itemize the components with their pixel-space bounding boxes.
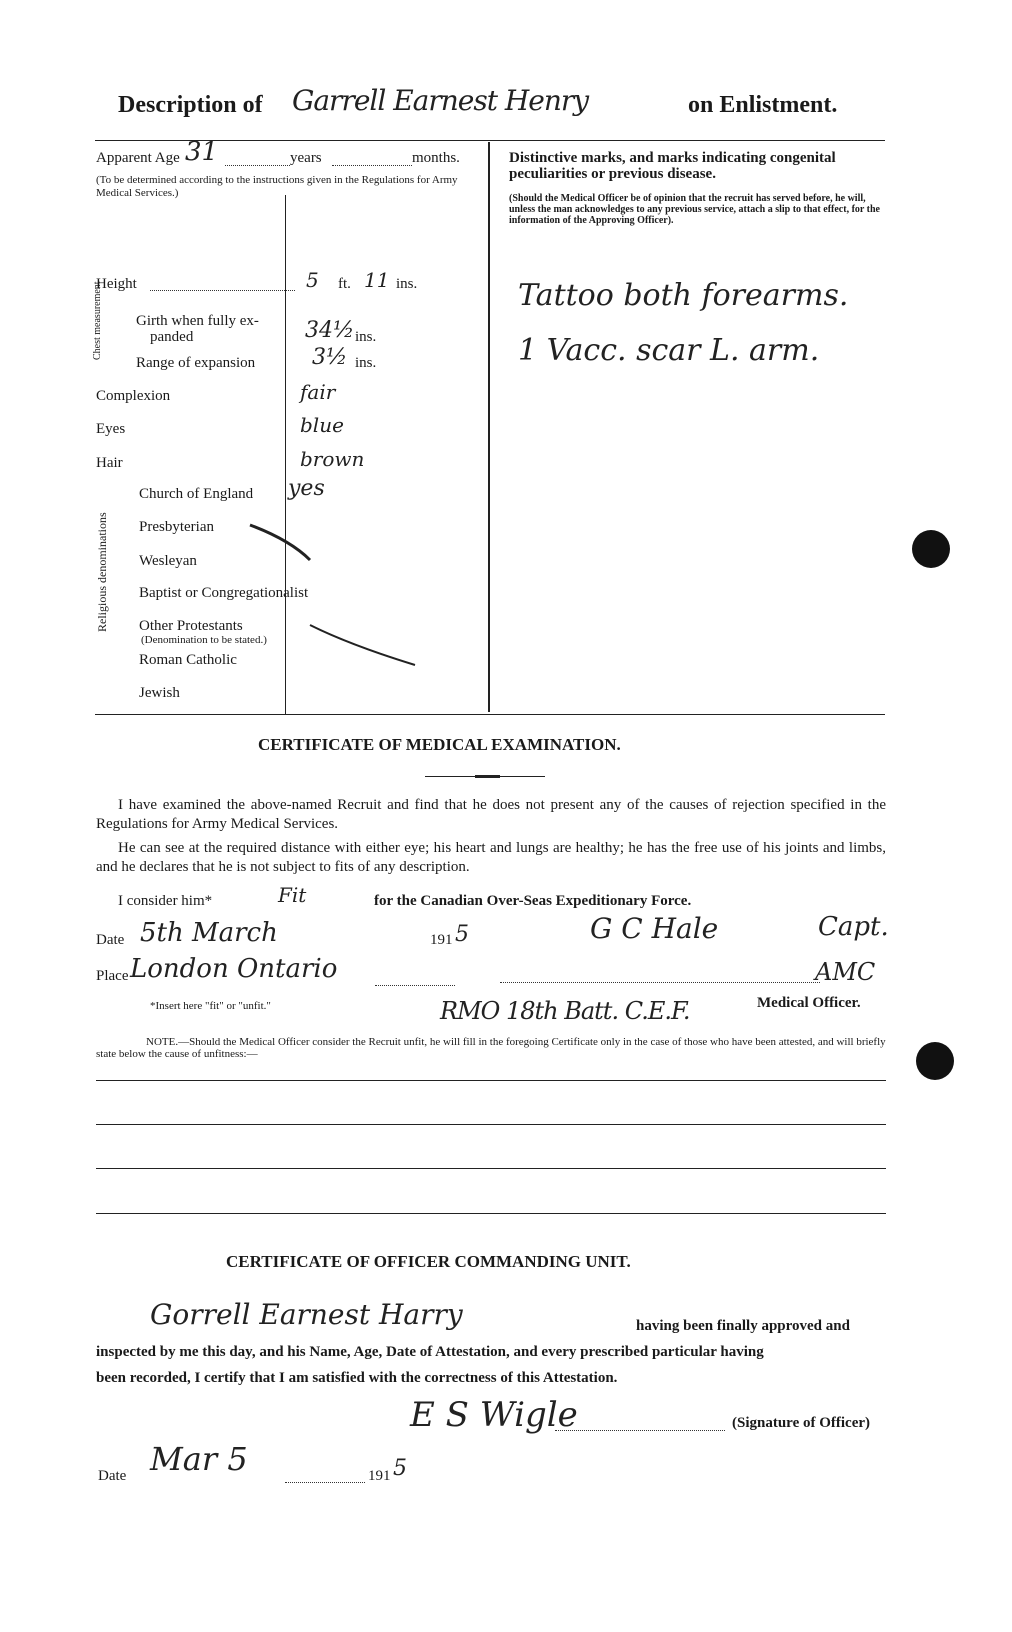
place-value: London Ontario	[130, 954, 338, 984]
years-label: years	[290, 150, 322, 166]
column-divider	[488, 142, 490, 712]
religion-jewish: Jewish	[139, 685, 180, 701]
medical-paragraph-1: I have examined the above-named Recruit and find that he does not present any of the causes of rejection specified in the Regulations for Army Medical Services.	[96, 797, 886, 832]
unfitness-line	[96, 1213, 886, 1214]
punch-hole	[912, 530, 950, 568]
religion-label: Religious denominations	[95, 512, 109, 632]
place-label: Place	[96, 968, 129, 984]
marks-heading: Distinctive marks, and marks indicating congenital peculiarities or previous disease.	[509, 150, 836, 182]
consider-label: I consider him*	[118, 893, 213, 909]
recruit-name-handwritten: Garrell Earnest Henry	[292, 84, 589, 117]
ins-label: ins.	[355, 355, 377, 371]
height-label: Height	[96, 276, 137, 292]
religion-denomination-note: (Denomination to be stated.)	[141, 634, 267, 646]
divider	[95, 714, 885, 715]
unfitness-line	[96, 1124, 886, 1125]
age-note: (To be determined according to the instructions given in the Regulations for Army Medical Services.)	[96, 174, 458, 199]
unfitness-line	[96, 1080, 886, 1081]
medical-paragraph-2: He can see at the required distance with either eye; his heart and lungs are healthy; he has the free use of his joints and limbs, and he declares that he is not subject to fits of any description.	[96, 840, 886, 875]
church-value: yes	[288, 476, 325, 501]
height-in-value: 11	[364, 268, 390, 292]
religion-presbyterian: Presbyterian	[139, 519, 214, 535]
year-value: 5	[455, 922, 469, 947]
commanding-title: CERTIFICATE OF OFFICER COMMANDING UNIT.	[226, 1252, 631, 1271]
commanding-text-3: been recorded, I certify that I am satisfied with the correctness of this Attestation.	[96, 1370, 618, 1386]
commanding-recruit-name: Gorrell Earnest Harry	[150, 1298, 463, 1331]
hair-value: brown	[300, 447, 365, 471]
commanding-date-label: Date	[98, 1468, 127, 1484]
age-label: Apparent Age	[96, 150, 180, 166]
marks-note: (Should the Medical Officer be of opinion that the recruit has served before, he will, unless the man acknowledges to any previous service, attach a slip to that effect, for the information of the Approving Officer).	[509, 193, 880, 226]
insert-note: *Insert here "fit" or "unfit."	[150, 1000, 271, 1012]
age-value: 31	[185, 137, 219, 167]
unfitness-line	[96, 1168, 886, 1169]
commanding-text-2: inspected by me this day, and his Name, Age, Date of Attestation, and every prescribed particular having	[96, 1344, 764, 1360]
medical-officer-label: Medical Officer.	[757, 995, 861, 1011]
ins-label: ins.	[396, 276, 418, 292]
height-ft-value: 5	[306, 268, 319, 292]
date-label: Date	[96, 932, 125, 948]
eyes-label: Eyes	[96, 421, 126, 437]
ft-label: ft.	[338, 276, 351, 292]
unfit-note: NOTE.—Should the Medical Officer consider the Recruit unfit, he will fill in the foregoing Certificate only in the case of those who have been attested, and will briefly state below the cause of unfitness:—	[96, 1036, 886, 1060]
marks-line-2: 1 Vacc. scar L. arm.	[518, 333, 820, 368]
religion-roman-catholic: Roman Catholic	[139, 652, 237, 668]
commanding-year-value: 5	[393, 1456, 407, 1481]
corps-value: AMC	[815, 958, 876, 986]
months-label: months.	[412, 150, 460, 166]
girth-label-2: panded	[150, 329, 194, 345]
commanding-text-1: having been finally approved and	[636, 1318, 850, 1334]
complexion-label: Complexion	[96, 388, 171, 404]
range-value: 3½	[312, 345, 348, 370]
religion-church-of-england: Church of England	[139, 486, 254, 502]
range-label: Range of expansion	[136, 355, 256, 371]
medical-title: CERTIFICATE OF MEDICAL EXAMINATION.	[258, 735, 621, 754]
commanding-year-label: 191	[368, 1468, 391, 1484]
medical-date-value: 5th March	[140, 918, 278, 948]
rank-value: Capt.	[818, 912, 889, 942]
year-label: 191	[430, 932, 453, 948]
signature-of-officer-label: (Signature of Officer)	[732, 1415, 871, 1431]
ins-label: ins.	[355, 329, 377, 345]
commanding-date-value: Mar 5	[150, 1440, 248, 1478]
force-label: for the Canadian Over-Seas Expeditionary Force.	[374, 893, 692, 909]
punch-hole	[916, 1042, 954, 1080]
unit-value: RMO 18th Batt. C.E.F.	[440, 997, 690, 1025]
marks-line-1: Tattoo both forearms.	[518, 278, 849, 313]
girth-value: 34½	[305, 318, 355, 343]
chest-label: Chest measurement	[92, 281, 103, 360]
title-prefix: Description of	[118, 92, 263, 118]
strike-through-marks	[230, 500, 430, 680]
title-suffix: on Enlistment.	[688, 92, 838, 118]
religion-baptist: Baptist or Congregationalist	[139, 585, 309, 601]
fit-value: Fit	[278, 883, 307, 907]
girth-label: Girth when fully ex-	[136, 313, 259, 329]
religion-wesleyan: Wesleyan	[139, 553, 197, 569]
commanding-officer-signature: E S Wigle	[410, 1395, 578, 1435]
medical-officer-signature: G C Hale	[590, 912, 719, 945]
religion-other-protestants: Other Protestants	[139, 618, 243, 634]
complexion-value: fair	[300, 380, 336, 404]
hair-label: Hair	[96, 455, 123, 471]
eyes-value: blue	[300, 413, 344, 437]
